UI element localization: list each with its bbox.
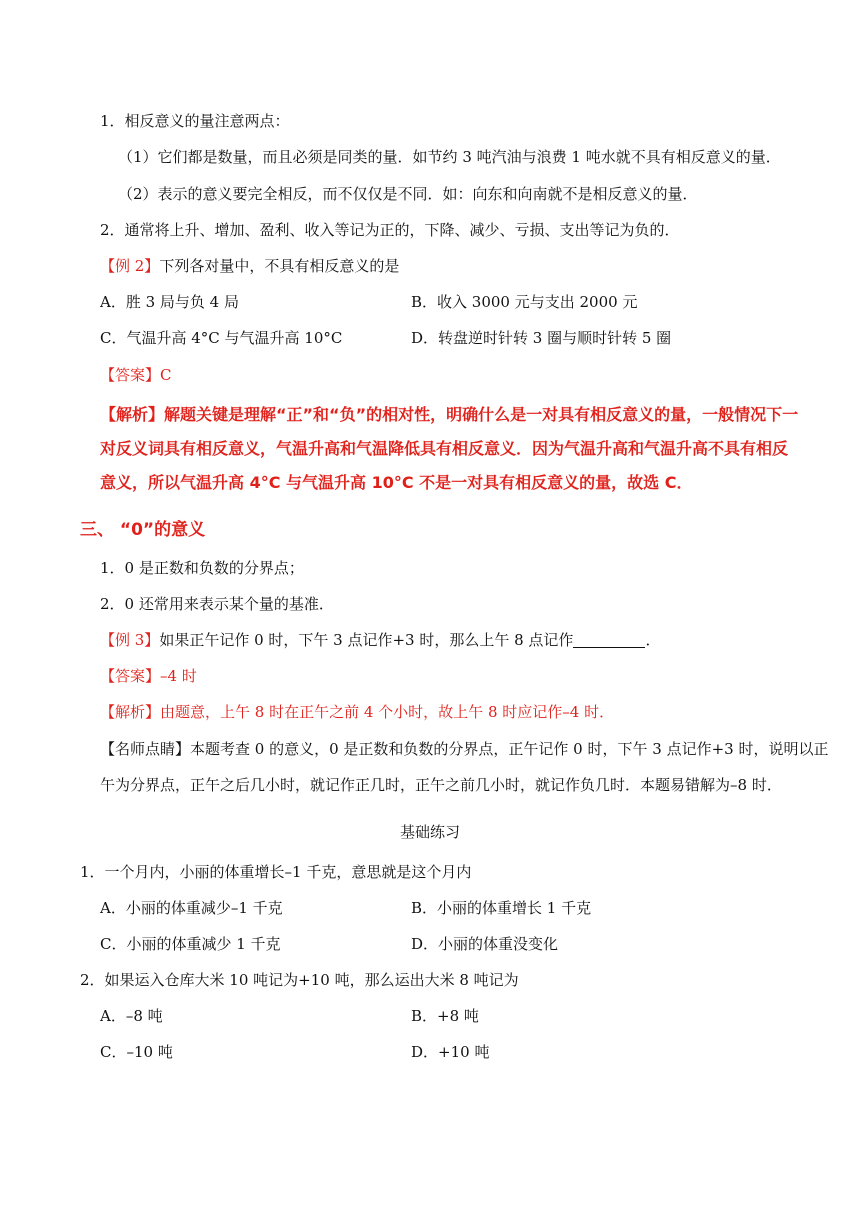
example2-option-a: A．胜 3 局与负 4 局: [100, 293, 239, 311]
practice-q2-option-c: C．–10 吨: [100, 1043, 173, 1061]
point1-sub1: （1）它们都是数量，而且必须是同类的量．如节约 3 吨汽油与浪费 1 吨水就不具有相反意义的量．: [118, 148, 781, 166]
point1-title: 1．相反意义的量注意两点：: [100, 112, 290, 130]
example3-analysis-tag: 【解析】: [100, 703, 161, 721]
answer-blank: [573, 631, 645, 648]
example3-tip-line1: [100, 739, 828, 759]
example3-tip-text: 本题考查 0 的意义，0 是正数和负数的分界点，正午记作 0 时，下午 3 点记作+3 时，说明以正: [190, 740, 829, 758]
practice-q1-stem: 1．一个月内，小丽的体重增长–1 千克，意思就是这个月内: [80, 863, 472, 881]
example3-analysis: [100, 702, 614, 722]
practice-q1-option-b: B．小丽的体重增长 1 千克: [411, 899, 592, 917]
example3-tag: 【例 3】: [100, 631, 160, 649]
example3-tip-tag: 【名师点睛】: [100, 740, 191, 758]
example3-question: [100, 630, 660, 650]
example3-question-text: 如果正午记作 0 时，下午 3 点记作+3 时，那么上午 8 点记作: [159, 631, 574, 649]
example2-answer-value: C: [160, 366, 172, 384]
practice-q2-option-a: A．–8 吨: [100, 1007, 163, 1025]
practice-q2-option-b: B．+8 吨: [411, 1007, 479, 1025]
point1-sub2: （2）表示的意义要完全相反，而不仅仅是不同．如：向东和向南就不是相反意义的量．: [118, 185, 698, 203]
point2-text: 2．通常将上升、增加、盈利、收入等记为正的，下降、减少、亏损、支出等记为负的．: [100, 221, 680, 239]
practice-q1-option-d: D．小丽的体重没变化: [411, 935, 559, 953]
example2-question-text: 下列各对量中，不具有相反意义的是: [159, 257, 400, 275]
example2-answer-tag: 【答案】: [100, 366, 161, 384]
example2-analysis-text: 解题关键是理解“正”和“负”的相对性，明确什么是一对具有相反意义的量，一般情况下一对反义词具有相反意义，气温升高和气温降低具有相反意义．因为气温升高和气温升高不具有相反意义，所以气温升高 4°C 与气温升高 10°C 不是一对具有相反意义的量，故选 C．: [100, 405, 799, 492]
example2-option-c: C．气温升高 4°C 与气温升高 10°C: [100, 329, 343, 347]
example3-question-end: ．: [645, 631, 661, 649]
practice-q1-option-a: A．小丽的体重减少–1 千克: [100, 899, 283, 917]
example2-answer: [100, 365, 172, 385]
example3-answer-value: –4 时: [160, 667, 197, 685]
example2-option-b: B．收入 3000 元与支出 2000 元: [411, 293, 638, 311]
example2-tag: 【例 2】: [100, 257, 160, 275]
practice-q1-option-c: C．小丽的体重减少 1 千克: [100, 935, 281, 953]
example2-option-d: D．转盘逆时针转 3 圈与顺时针转 5 圈: [411, 329, 672, 347]
example2-analysis: [100, 398, 800, 500]
example3-answer: [100, 666, 197, 686]
practice-heading: 基础练习: [399, 823, 460, 841]
section3-heading: 三、 “0”的意义: [80, 520, 206, 540]
example2-question: [100, 256, 399, 276]
example3-analysis-text: 由题意，上午 8 时在正午之前 4 个小时，故上午 8 时应记作–4 时．: [160, 703, 615, 721]
example3-answer-tag: 【答案】: [100, 667, 161, 685]
practice-q2-option-d: D．+10 吨: [411, 1043, 490, 1061]
section3-p2: 2．0 还常用来表示某个量的基准．: [100, 595, 334, 613]
example3-tip-line2: 午为分界点，正午之后几小时，就记作正几时，正午之前几小时，就记作负几时．本题易错解为–8 时．: [100, 776, 782, 794]
section3-p1: 1．0 是正数和负数的分界点；: [100, 559, 304, 577]
example2-analysis-tag: 【解析】: [100, 405, 165, 424]
practice-q2-stem: 2．如果运入仓库大米 10 吨记为+10 吨，那么运出大米 8 吨记为: [80, 971, 519, 989]
